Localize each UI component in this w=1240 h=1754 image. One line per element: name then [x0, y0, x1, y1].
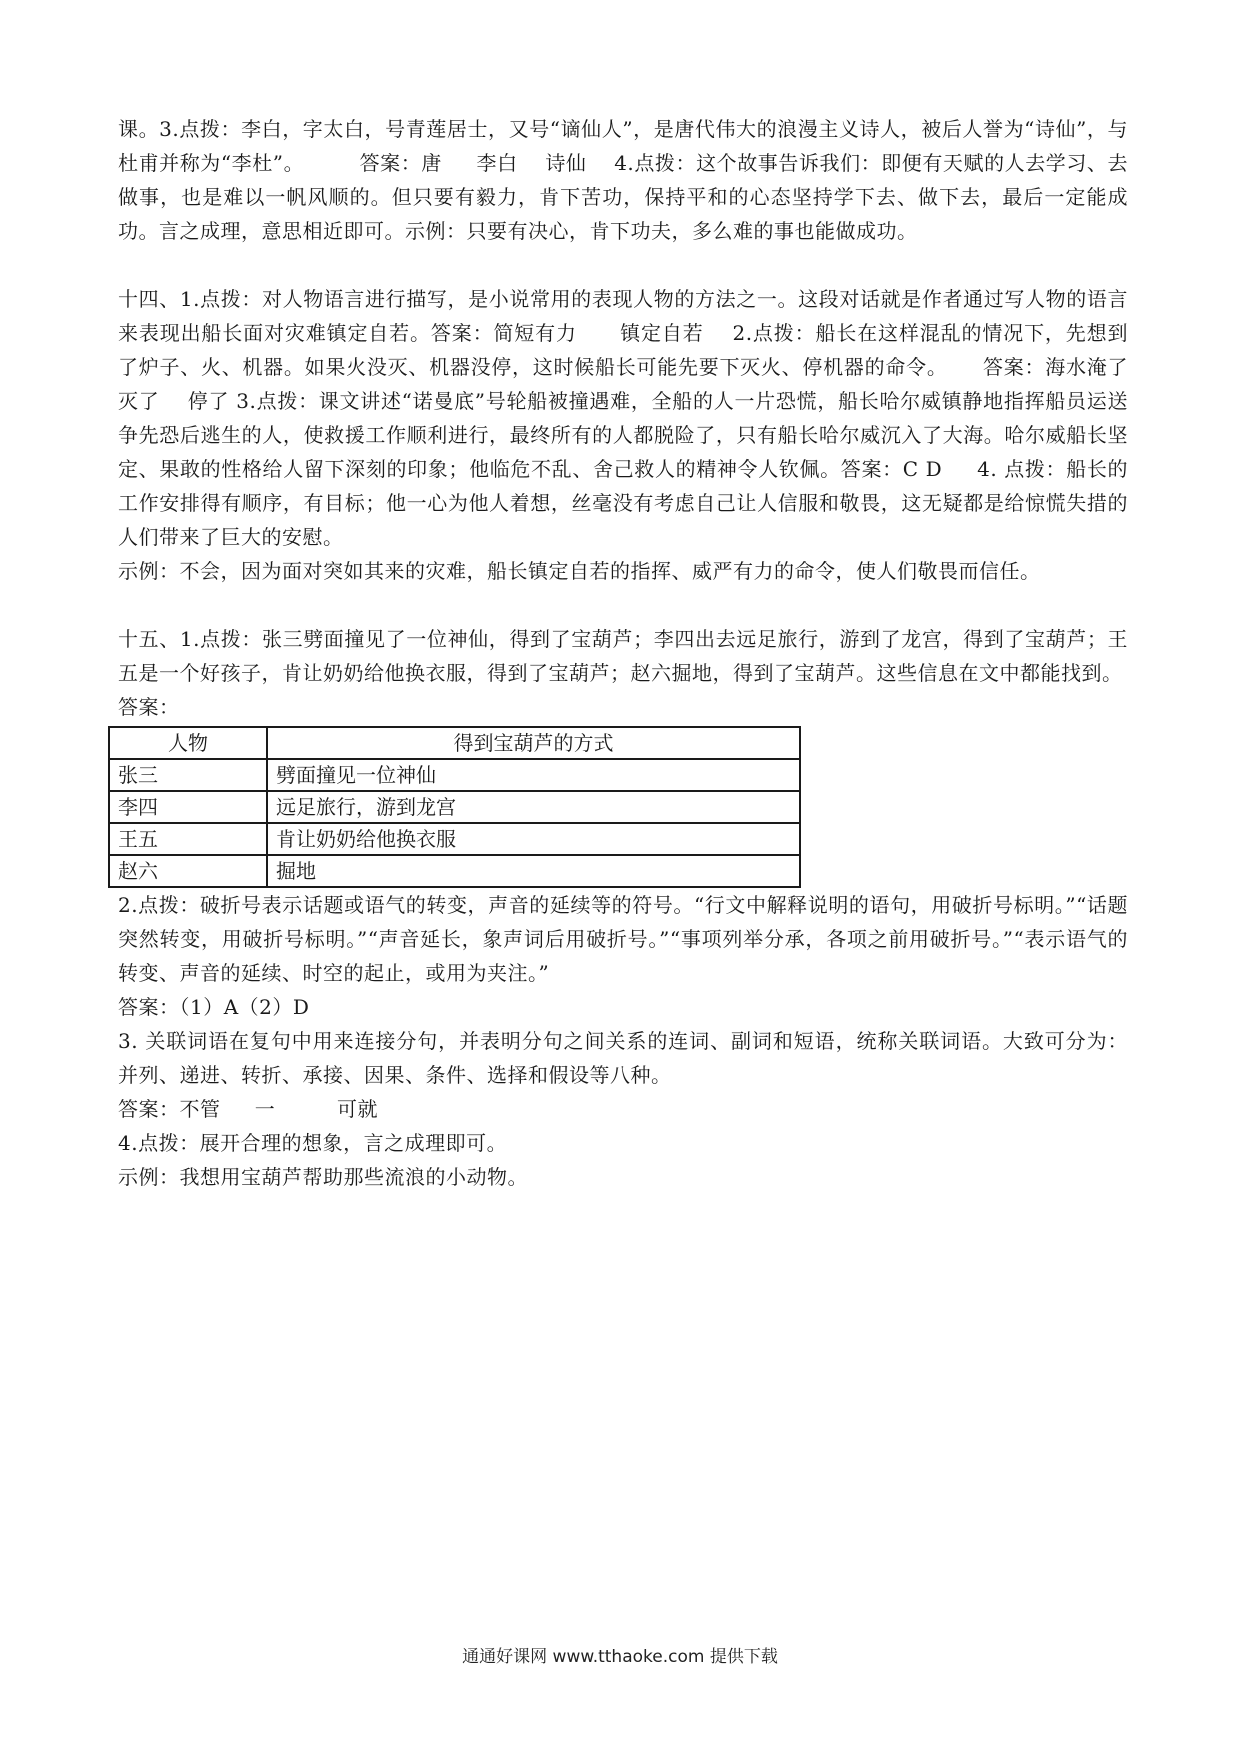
section-15-q2-answer: 答案：（1）A（2）D: [118, 995, 310, 1019]
table-cell-method: 劈面撞见一位神仙: [267, 759, 800, 791]
table-cell-method: 远足旅行，游到龙宫: [267, 791, 800, 823]
section-13-tail: 课。3.点拨：李白，字太白，号青莲居士，又号“谪仙人”，是唐代伟大的浪漫主义诗人，被后人誉为“诗仙”，与杜甫并称为“李杜”。 答案：唐 李白 诗仙 4.点拨：这个故事告诉我们：即便有天赋的人去学习、去做事，也是难以一帆风顺的。但只要有毅力，肯下苦功，保持平和的心态坚持学下去、做下去，最后一定能成功。言之成理，意思相近即可。示例：只要有决心，肯下功夫，多么难的事也能做成功。: [118, 117, 1128, 243]
section-15-q4: 4.点拨：展开合理的想象，言之成理即可。: [118, 1131, 508, 1155]
spacer: [118, 588, 1128, 622]
table-row: [109, 759, 800, 791]
document-body: [118, 112, 1156, 1194]
section-15-q3-answer: 答案：不管 一 可就: [118, 1097, 379, 1121]
table-cell-method: 肯让奶奶给他换衣服: [267, 823, 800, 855]
section-15-q4-example: 示例：我想用宝葫芦帮助那些流浪的小动物。: [118, 1165, 528, 1189]
table-header-person: 人物: [109, 727, 267, 759]
section-14-body: 十四、1.点拨：对人物语言进行描写，是小说常用的表现人物的方法之一。这段对话就是作者通过写人物的语言来表现出船长面对灾难镇定自若。答案：简短有力 镇定自若 2.点拨：船长在这样混乱的情况下，先想到了炉子、火、机器。如果火没灭、机器没停，这时候船长可能先要下灭火、停机器的命令。 答案：海水淹了 灭了 停了 3.点拨：课文讲述“诺曼底”号轮船被撞遇难，全船的人一片恐慌，船长哈尔威镇静地指挥船员运送争先恐后逃生的人，使救援工作顺利进行，最终所有的人都脱险了，只有船长哈尔威沉入了大海。哈尔威船长坚定、果敢的性格给人留下深刻的印象；他临危不乱、舍己救人的精神令人钦佩。答案：C D 4. 点拨：船长的工作安排得有顺序，有目标；他一心为他人着想，丝毫没有考虑自己让人信服和敬畏，这无疑都是给惊慌失措的人们带来了巨大的安慰。: [118, 287, 1156, 549]
table-cell-person: 赵六: [109, 855, 267, 887]
table-cell-person: 王五: [109, 823, 267, 855]
section-15-q1: 十五、1.点拨：张三劈面撞见了一位神仙，得到了宝葫芦；李四出去远足旅行，游到了龙宫，得到了宝葫芦；王五是一个好孩子，肯让奶奶给他换衣服，得到了宝葫芦；赵六掘地，得到了宝葫芦。这些信息在文中都能找到。: [118, 627, 1128, 685]
table-cell-method: 掘地: [267, 855, 800, 887]
answer-table: [108, 726, 801, 888]
table-row: [109, 791, 800, 823]
table-row: [109, 855, 800, 887]
table-header-method: 得到宝葫芦的方式: [267, 727, 800, 759]
footer-credit: 通通好课网 www.tthaoke.com 提供下载: [462, 1647, 778, 1667]
section-15-q3: 3. 关联词语在复句中用来连接分句，并表明分句之间关系的连词、副词和短语，统称关联词语。大致可分为：并列、递进、转折、承接、因果、条件、选择和假设等八种。: [118, 1029, 1128, 1087]
spacer: [118, 248, 1128, 282]
section-15-q2: 2.点拨：破折号表示话题或语气的转变，声音的延续等的符号。“行文中解释说明的语句，用破折号标明。”“话题突然转变，用破折号标明。”“声音延长，象声词后用破折号。”“事项列举分承，各项之前用破折号。”“表示语气的转变、声音的延续、时空的起止，或用为夹注。”: [118, 893, 1128, 985]
table-header-row: [109, 727, 800, 759]
section-15-answer-label: 答案：: [118, 695, 180, 719]
table-cell-person: 张三: [109, 759, 267, 791]
table-cell-person: 李四: [109, 791, 267, 823]
table-row: [109, 823, 800, 855]
section-14-example: 示例：不会，因为面对突如其来的灾难，船长镇定自若的指挥、威严有力的命令，使人们敬畏而信任。: [118, 559, 1041, 583]
